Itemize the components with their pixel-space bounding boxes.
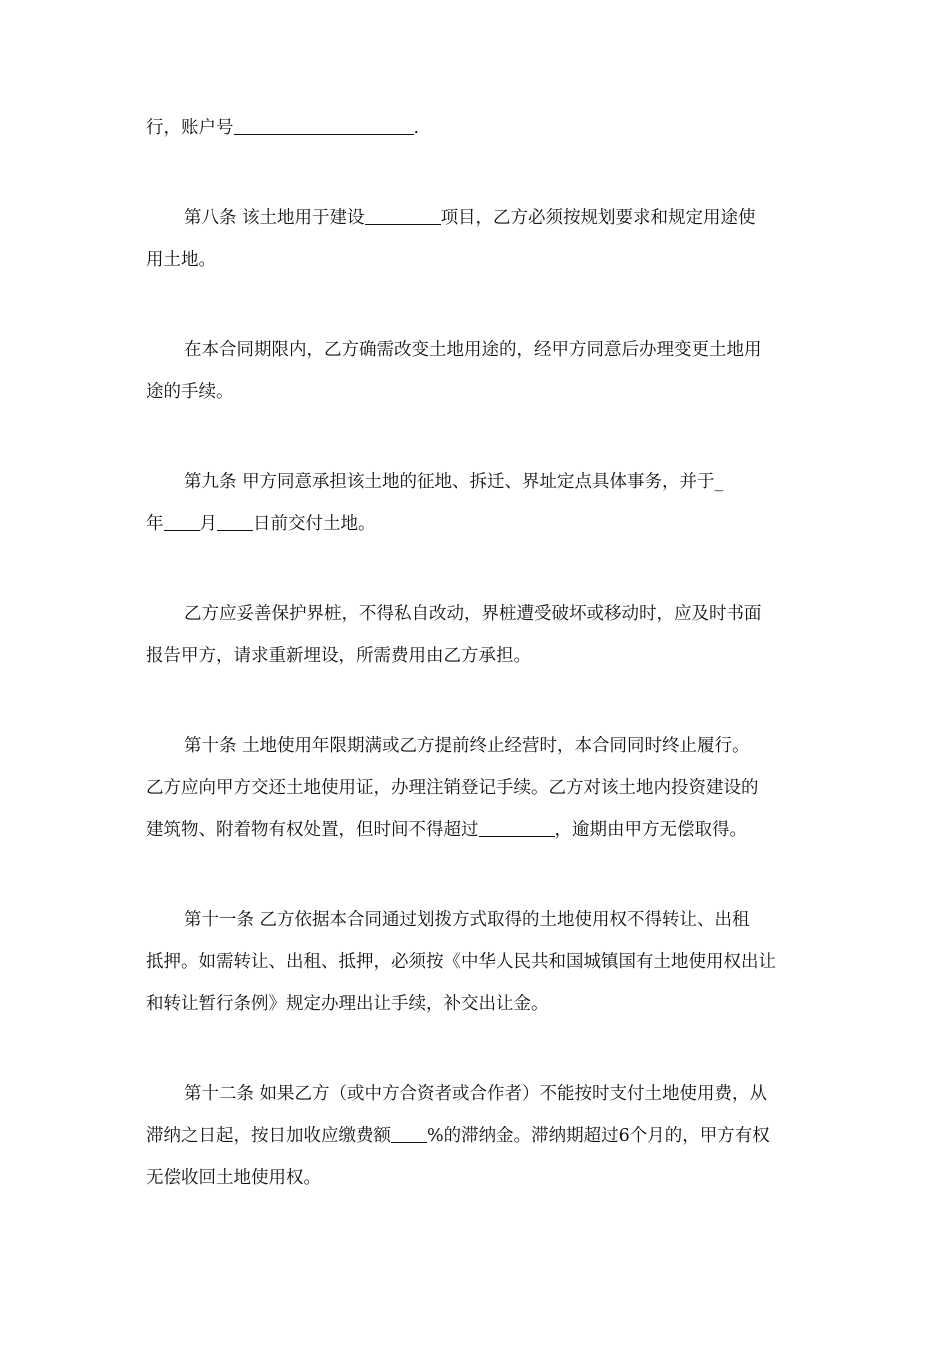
line-text: 第八条 该土地用于建设 (184, 208, 365, 228)
paragraph-line: 用土地。 (146, 250, 216, 270)
fill-blank-time-limit[interactable] (479, 820, 555, 837)
paragraph-line: 途的手续。 (146, 382, 234, 402)
paragraph-line (146, 116, 806, 140)
article-12-heading-line: 第十二条 如果乙方（或中方合资者或合作者）不能按时支付土地使用费，从 (184, 1084, 768, 1104)
article-11-heading-line: 第十一条 乙方依据本合同通过划拨方式取得的土地使用权不得转让、出租 (184, 910, 750, 930)
fill-blank-late-fee-rate[interactable] (391, 1126, 427, 1143)
line-text: 建筑物、附着物有权处置，但时间不得超过 (146, 820, 479, 840)
paragraph-line (146, 512, 806, 536)
fill-blank-month[interactable] (164, 514, 200, 531)
paragraph-line (146, 818, 806, 842)
line-text: . (413, 118, 420, 138)
fill-blank-project[interactable] (365, 208, 441, 225)
paragraph-line: 抵押。如需转让、出租、抵押，必须按《中华人民共和国城镇国有土地使用权出让 (146, 952, 776, 972)
line-text: 滞纳之日起，按日加收应缴费额 (146, 1126, 391, 1146)
line-text: 月 (199, 514, 217, 534)
article-10-heading-line: 第十条 土地使用年限期满或乙方提前终止经营时，本合同同时终止履行。 (184, 736, 750, 756)
line-text: ，逾期由甲方无偿取得。 (554, 820, 747, 840)
line-text: 项目，乙方必须按规划要求和规定用途使 (440, 208, 756, 228)
line-text: 日前交付土地。 (253, 514, 376, 534)
paragraph-line: 和转让暂行条例》规定办理出让手续，补交出让金。 (146, 994, 549, 1014)
fill-blank-day[interactable] (217, 514, 253, 531)
paragraph-line: 在本合同期限内，乙方确需改变土地用途的，经甲方同意后办理变更土地用 (184, 340, 762, 360)
line-text: 行，账户号 (146, 118, 234, 138)
paragraph-line: 报告甲方，请求重新埋设，所需费用由乙方承担。 (146, 646, 531, 666)
article-9-heading-line: 第九条 甲方同意承担该土地的征地、拆迁、界址定点具体事务，并于_ (184, 472, 724, 492)
line-text: 年 (146, 514, 164, 534)
fill-blank-account-number[interactable] (234, 118, 414, 135)
paragraph-line: 乙方应妥善保护界桩，不得私自改动，界桩遭受破坏或移动时，应及时书面 (184, 604, 762, 624)
paragraph-line (146, 1124, 806, 1148)
article-8-heading-line (184, 206, 844, 230)
paragraph-line: 无偿收回土地使用权。 (146, 1168, 321, 1188)
line-text: %的滞纳金。滞纳期超过6个月的，甲方有权 (427, 1126, 770, 1146)
paragraph-line: 乙方应向甲方交还土地使用证，办理注销登记手续。乙方对该土地内投资建设的 (146, 778, 759, 798)
